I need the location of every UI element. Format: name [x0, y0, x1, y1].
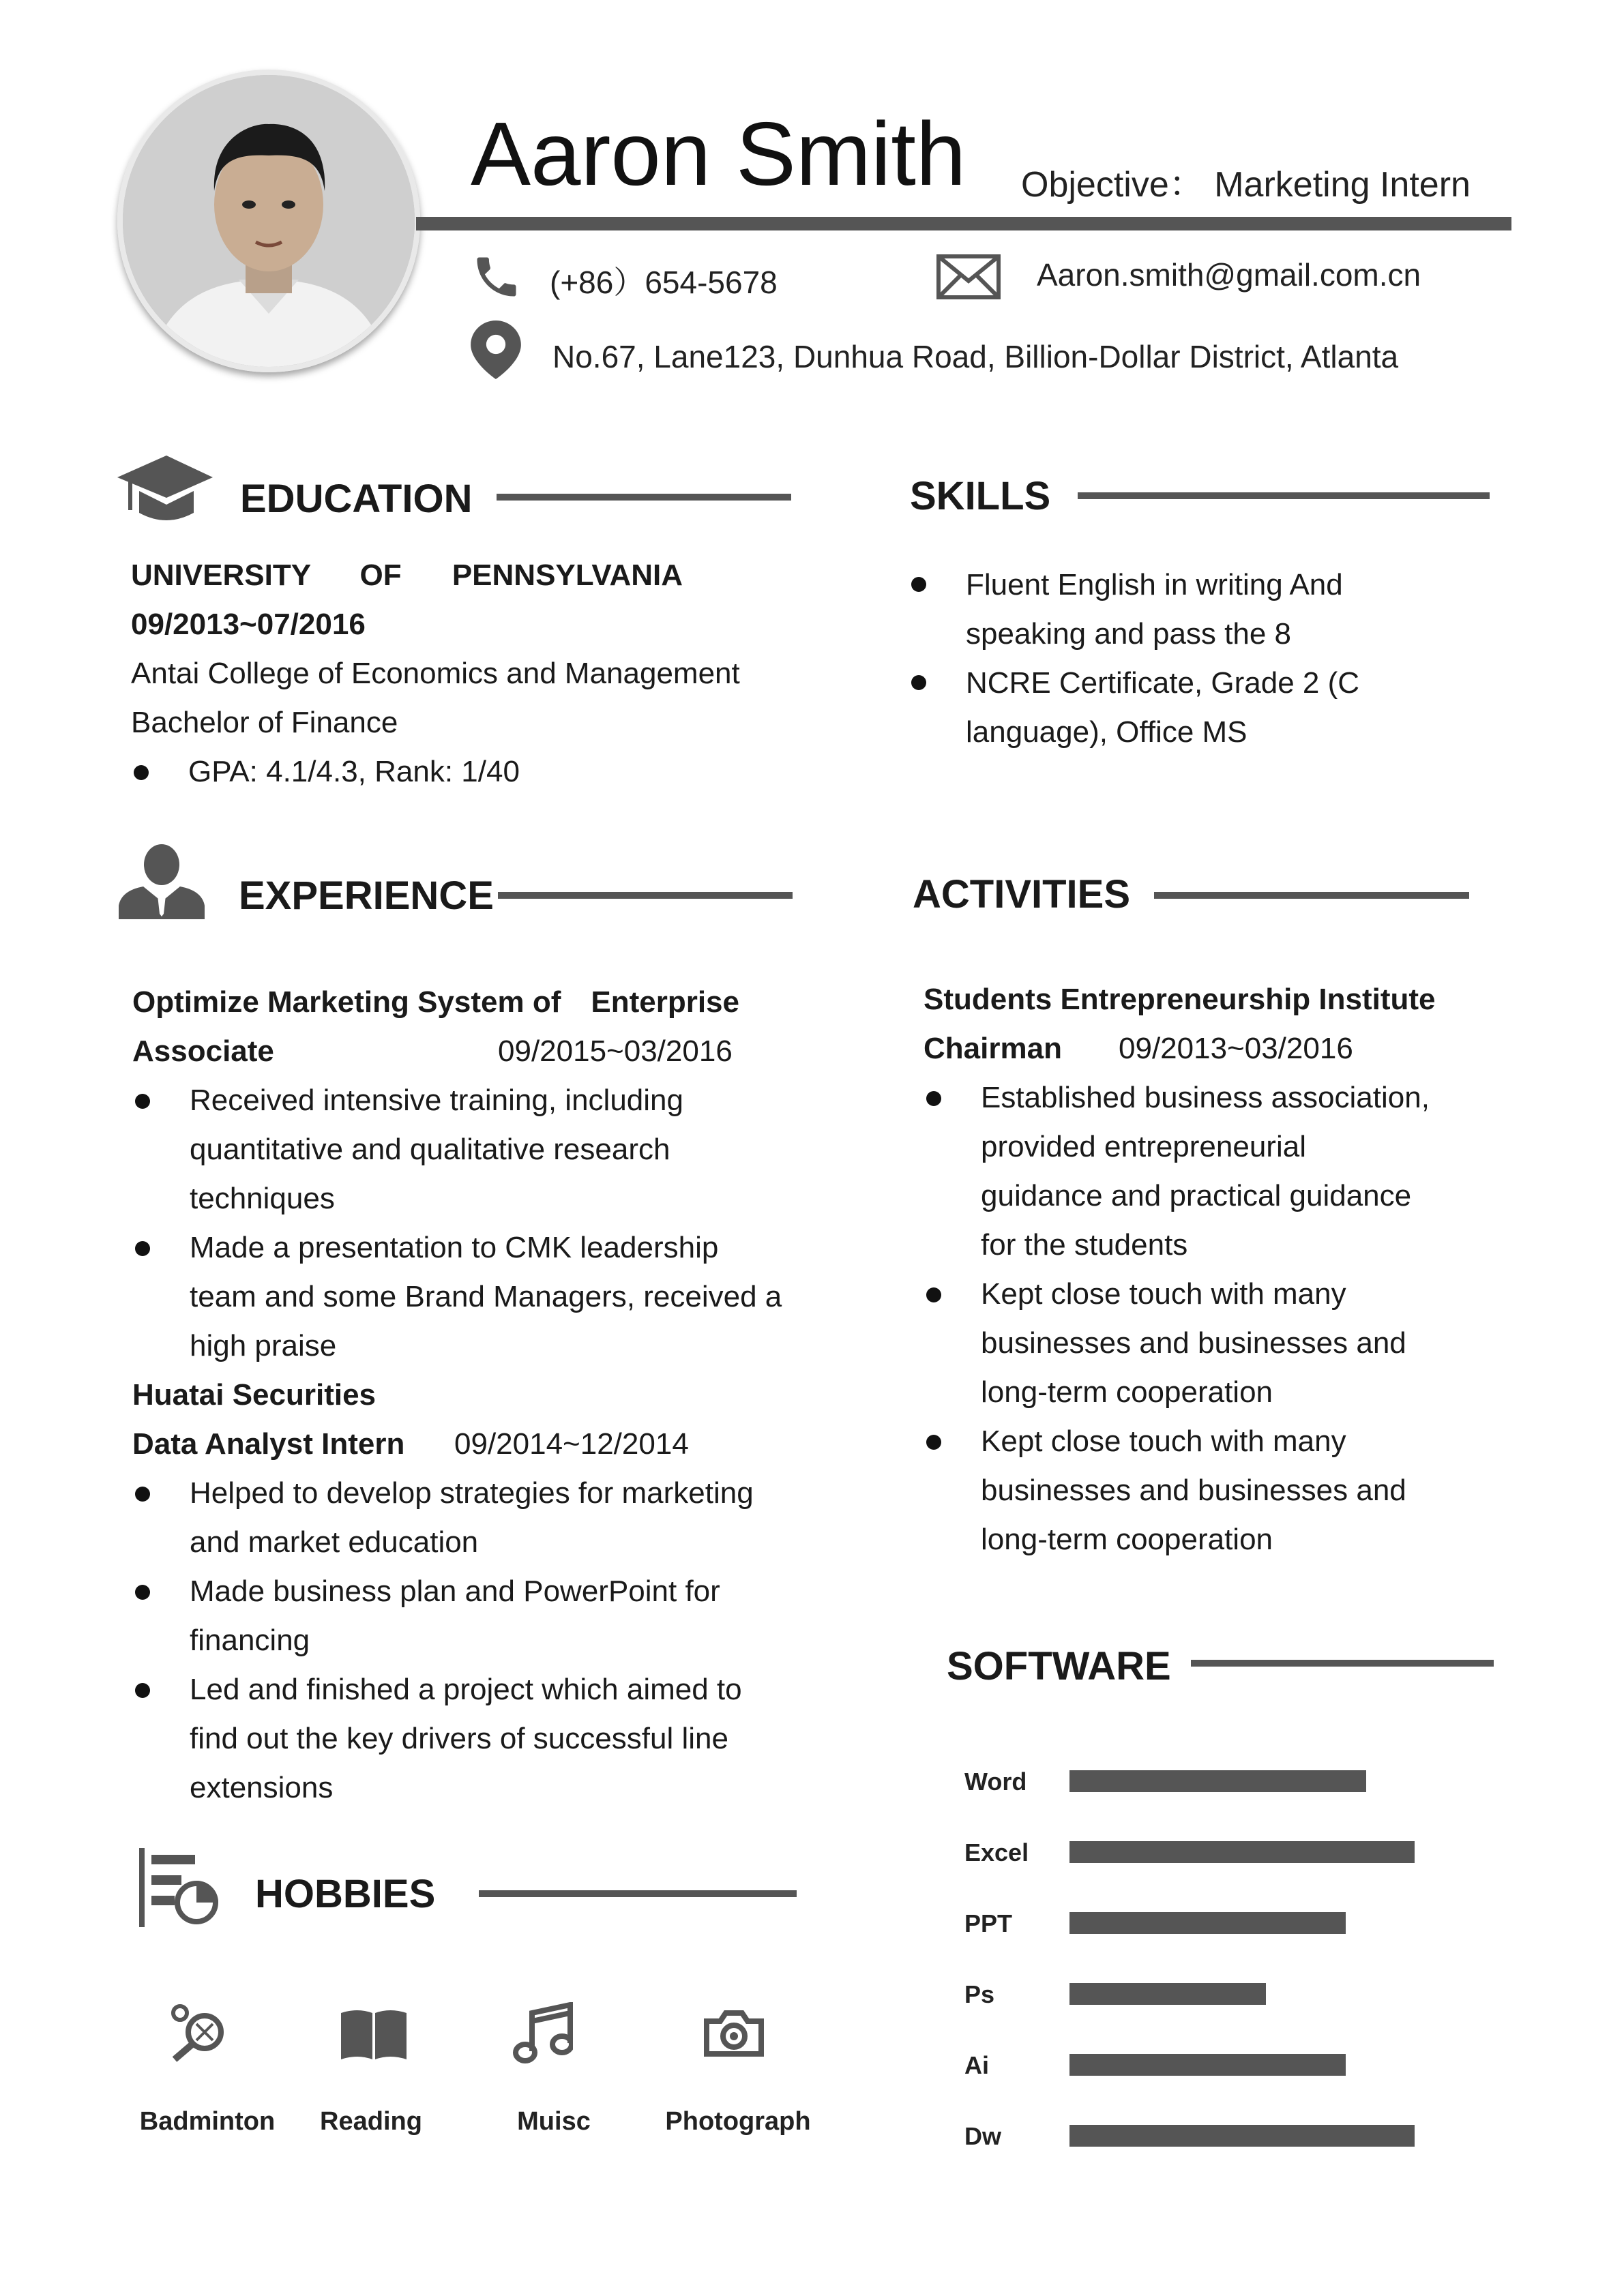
- activity-bullet-3: [981, 1417, 1406, 1564]
- objective: [1021, 155, 1471, 207]
- software-label-word: Word: [964, 1768, 1027, 1795]
- bullet-icon: [926, 1091, 941, 1106]
- hobby-music: Muisc: [517, 2107, 591, 2136]
- book-icon: [341, 2008, 407, 2059]
- bullet-icon: [926, 1287, 941, 1302]
- activity-bullet-1: [981, 1073, 1430, 1270]
- email-icon: [936, 254, 1001, 300]
- activity-bullet-2-line-3: long-term cooperation: [981, 1375, 1273, 1409]
- software-label-excel: Excel: [964, 1838, 1029, 1866]
- music-icon: [513, 2002, 573, 2065]
- job1-dates: 09/2015~03/2016: [498, 1034, 733, 1068]
- hobby-badminton: Badminton: [139, 2107, 276, 2136]
- school-word-3: PENNSYLVANIA: [452, 558, 683, 592]
- activity-bullet-2-line-2: businesses and businesses and: [981, 1326, 1406, 1360]
- job2-bullet-3-line-3: extensions: [190, 1771, 334, 1804]
- education-divider: [497, 494, 791, 501]
- bullet-icon: [135, 1094, 150, 1109]
- skill-item-2-line-1: NCRE Certificate, Grade 2 (C: [966, 666, 1360, 700]
- job2-role: Data Analyst Intern: [132, 1427, 405, 1461]
- skill-item-1-line-1: Fluent English in writing And: [966, 568, 1343, 601]
- chart-report-icon: [139, 1848, 220, 1927]
- bullet-icon: [135, 1585, 150, 1600]
- candidate-name: Aaron Smith: [471, 104, 966, 204]
- activity-bullet-3-line-3: long-term cooperation: [981, 1523, 1273, 1556]
- software-title: SOFTWARE: [947, 1644, 1171, 1688]
- camera-icon: [703, 2008, 765, 2059]
- phone-number[interactable]: (+86）654-5678: [550, 265, 778, 300]
- job1-role: Associate: [132, 1034, 274, 1068]
- hobbies-title: HOBBIES: [255, 1872, 436, 1916]
- person-icon: [119, 843, 205, 919]
- software-label-dw: Dw: [964, 2122, 1001, 2150]
- software-bar-excel: [1069, 1841, 1415, 1863]
- gpa: GPA: 4.1/4.3, Rank: 1/40: [188, 755, 520, 788]
- software-bar-ppt: [1069, 1912, 1346, 1934]
- job2-bullet-1: [190, 1469, 754, 1567]
- job1-bullet-2: [190, 1223, 782, 1371]
- experience-title: EXPERIENCE: [239, 874, 494, 918]
- job1-bullet-1-line-1: Received intensive training, including: [190, 1084, 683, 1117]
- hobbies-divider: [479, 1890, 797, 1897]
- activity-bullet-3-line-1: Kept close touch with many: [981, 1425, 1346, 1458]
- skill-item-1: [966, 561, 1343, 659]
- software-label-ps: Ps: [964, 1980, 995, 2008]
- education-dates: 09/2013~07/2016: [131, 608, 366, 641]
- job1-bullet-2-line-3: high praise: [190, 1329, 337, 1362]
- bullet-icon: [135, 1487, 150, 1502]
- skills-title: SKILLS: [910, 474, 1051, 518]
- address: No.67, Lane123, Dunhua Road, Billion-Dollar District, Atlanta: [552, 339, 1399, 374]
- software-divider: [1191, 1660, 1494, 1667]
- objective-value: Marketing Intern: [1214, 165, 1471, 205]
- email-address[interactable]: Aaron.smith@gmail.com.cn: [1037, 257, 1421, 293]
- software-bar-ai: [1069, 2054, 1346, 2076]
- job1-bullet-1-line-2: quantitative and qualitative research: [190, 1133, 670, 1166]
- activity-bullet-2-line-1: Kept close touch with many: [981, 1277, 1346, 1311]
- software-bar-dw: [1069, 2125, 1415, 2147]
- job1-bullet-1-line-3: techniques: [190, 1182, 335, 1215]
- job2-organization: Huatai Securities: [132, 1378, 377, 1412]
- activity-bullet-3-line-2: businesses and businesses and: [981, 1474, 1406, 1507]
- job2-bullet-1-line-2: and market education: [190, 1525, 479, 1559]
- job2-bullet-2-line-2: financing: [190, 1624, 310, 1657]
- activity-bullet-1-line-3: guidance and practical guidance: [981, 1179, 1412, 1212]
- job1-bullet-2-line-1: Made a presentation to CMK leadership: [190, 1231, 719, 1264]
- bullet-icon: [135, 1683, 150, 1698]
- job1-bullet-1: [190, 1076, 683, 1223]
- activities-title: ACTIVITIES: [913, 872, 1131, 916]
- job2-bullet-3-line-2: find out the key drivers of successful line: [190, 1722, 728, 1755]
- activity-bullet-1-line-4: for the students: [981, 1228, 1188, 1262]
- skill-item-1-line-2: speaking and pass the 8: [966, 617, 1292, 651]
- skills-divider: [1078, 492, 1490, 499]
- software-label-ai: Ai: [964, 2051, 989, 2079]
- experience-divider: [498, 892, 793, 899]
- school-name: [131, 551, 683, 600]
- hobby-photograph: Photograph: [665, 2107, 811, 2136]
- activity-role: Chairman: [924, 1032, 1062, 1065]
- school-word-2: OF: [359, 558, 402, 592]
- activity-bullet-1-line-2: provided entrepreneurial: [981, 1130, 1306, 1163]
- school-word-1: UNIVERSITY: [131, 558, 311, 592]
- bullet-icon: [134, 765, 149, 780]
- software-bar-ps: [1069, 1983, 1266, 2005]
- college-name: Antai College of Economics and Management: [131, 657, 740, 690]
- job2-bullet-2-line-1: Made business plan and PowerPoint for: [190, 1575, 720, 1608]
- degree: Bachelor of Finance: [131, 706, 398, 739]
- activity-bullet-2: [981, 1270, 1406, 1417]
- bullet-icon: [135, 1241, 150, 1256]
- education-title: EDUCATION: [240, 477, 473, 521]
- activities-divider: [1154, 892, 1469, 899]
- job2-bullet-3: [190, 1665, 742, 1813]
- bullet-icon: [911, 577, 926, 592]
- job2-bullet-3-line-1: Led and finished a project which aimed to: [190, 1673, 742, 1706]
- skill-item-2-line-2: language), Office MS: [966, 715, 1247, 749]
- graduation-cap-icon: [117, 451, 213, 526]
- badminton-icon: [169, 2002, 229, 2062]
- job2-bullet-1-line-1: Helped to develop strategies for marketing: [190, 1476, 754, 1510]
- software-bar-word: [1069, 1770, 1366, 1792]
- skill-item-2: [966, 659, 1359, 757]
- job2-dates: 09/2014~12/2014: [454, 1427, 689, 1461]
- software-label-ppt: PPT: [964, 1909, 1013, 1937]
- profile-photo: [117, 70, 420, 372]
- activity-bullet-1-line-1: Established business association,: [981, 1081, 1430, 1114]
- activity-dates: 09/2013~03/2016: [1119, 1032, 1353, 1065]
- objective-label: Objective：: [1021, 165, 1205, 205]
- person-portrait-icon: [123, 75, 415, 367]
- job1-organization: Optimize Marketing System of Enterprise: [132, 985, 739, 1019]
- phone-icon: [471, 251, 522, 303]
- hobby-reading: Reading: [320, 2107, 422, 2136]
- activity-organization: Students Entrepreneurship Institute: [924, 983, 1436, 1016]
- job2-bullet-2: [190, 1567, 720, 1665]
- bullet-icon: [926, 1435, 941, 1450]
- bullet-icon: [911, 675, 926, 690]
- location-pin-icon: [471, 320, 521, 379]
- job1-bullet-2-line-2: team and some Brand Managers, received a: [190, 1280, 782, 1313]
- header-divider: [416, 217, 1511, 230]
